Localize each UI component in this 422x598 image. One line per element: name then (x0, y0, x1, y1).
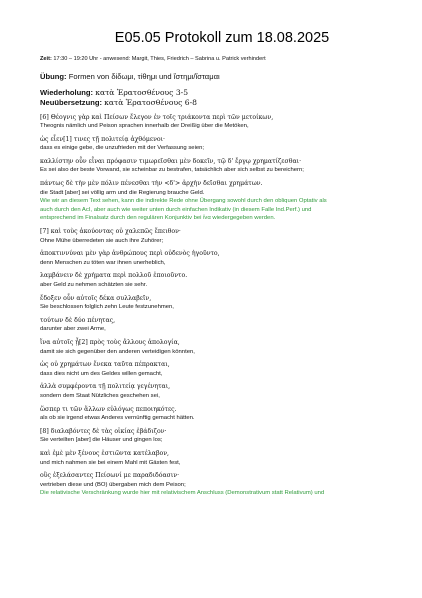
wiederholung-text: κατὰ Ἐρατοσθένους 3-5 (95, 87, 189, 97)
commentary-line: Die relativische Verschränkung wurde hier mit relativischem Anschluss (Demonstrativum statt Relativum) und (40, 490, 325, 497)
translation-block (40, 361, 404, 378)
translation-line: vertrieben diese und (BO) übergaben mich dem Peison; (40, 481, 186, 488)
translation-block (40, 383, 404, 400)
uebung-text: Formen von δίδωμι, τίθημι und ἵστημι/ἵσταμαι (68, 72, 220, 81)
translation-line: die Stadt [aber] sei völlig arm und die Regierung brauche Geld. (40, 189, 205, 196)
translation-block (40, 250, 404, 267)
greek-line: καλλίστην οὖν εἶναι πρόφασιν τιμωρεῖσθαι μὲν δοκεῖν, τῷ δ' ἔργῳ χρηματίζεσθαι· (40, 157, 302, 165)
greek-line: ἵνα αὐτοῖς ᾖ[2] πρὸς τοὺς ἄλλους ἀπολογία, (40, 338, 180, 346)
translation-line: aber Geld zu nehmen schätzten sie sehr. (40, 282, 148, 288)
translation-block (40, 406, 404, 423)
wiederholung-label: Wiederholung: (40, 87, 94, 97)
translation-line: Es sei also der beste Vorwand, sie scheinbar zu bestrafen, tatsächlich aber sich selbst zu bereichern; (40, 167, 304, 174)
translation-block (40, 136, 404, 153)
translation-block (40, 180, 404, 223)
meta-label: Zeit: (40, 56, 52, 62)
wiederholung-line (40, 88, 404, 99)
greek-line: [7] καὶ τοὺς ἀκούοντας οὐ χαλεπῶς ἔπειθον· (40, 228, 181, 236)
greek-line: λαμβάνειν δὲ χρήματα περὶ πολλοῦ ἐποιοῦντο. (40, 272, 188, 280)
greek-line: [6] Θέογνις γὰρ καὶ Πείσων ἔλεγον ἐν τοῖς τριάκοντα περὶ τῶν μετοίκων, (40, 113, 274, 121)
uebung-line (40, 72, 404, 83)
greek-line: οὓς ἐξελάσαντες Πείσωνί με παραδιδόασιν· (40, 472, 180, 480)
translation-line: und mich nahmen sie bei einem Mahl mit Gästen fest, (40, 459, 181, 466)
greek-line: ὥσπερ τι τῶν ἄλλων εὐλόγως πεποιηκότες. (40, 405, 177, 413)
translation-line: sondern dem Staat Nützliches geschehen sei, (40, 392, 160, 399)
translation-block (40, 428, 404, 445)
commentary-line: auch durch den AcI, aber auch wie weiter unten durch einfachen Indikativ (in diesem Falle Ind.Perf.) und (40, 206, 312, 213)
translation-line: Sie beschlossen folglich zehn Leute festzunehmen, (40, 304, 174, 311)
greek-line: ὡς εἶεν[1] τινες τῇ πολιτείᾳ ἀχθόμενοι· (40, 135, 165, 143)
translation-line: Theognis nämlich und Peison sprachen innerhalb der Dreißig über die Metöken, (40, 123, 249, 130)
translation-line: denn Menschen zu töten war ihnen unerheblich, (40, 259, 166, 266)
translation-block (40, 228, 404, 245)
translation-block (40, 114, 404, 131)
meta-line (40, 55, 404, 63)
translation-block (40, 272, 404, 289)
greek-line: ἀποκτιννύναι μὲν γὰρ ἀνθρώπους περὶ οὐδενὸς ἡγοῦντο, (40, 250, 220, 258)
translation-block (40, 450, 404, 467)
translation-block (40, 317, 404, 334)
commentary-line: Wie wir an diesem Text sehen, kann die indirekte Rede ohne Übergang sowohl durch den obliquen Optativ als (40, 198, 327, 205)
translation-line: dass dies nicht um des Geldes willen gemacht, (40, 370, 163, 377)
translation-blocks (40, 114, 404, 498)
greek-line: ἔδοξεν οὖν αὐτοῖς δέκα συλλαβεῖν, (40, 294, 152, 302)
neuuebersetzung-label: Neuübersetzung: (40, 98, 103, 107)
uebung-label: Übung: (40, 72, 67, 81)
translation-block (40, 472, 404, 498)
greek-line: καὶ ἐμὲ μὲν ξένους ἑστιῶντα κατέλαβον, (40, 449, 170, 457)
greek-line: τούτων δὲ δύο πένητας, (40, 316, 116, 324)
greek-line: ὡς οὐ χρημάτων ἕνεκα ταῦτα πέπρακται, (40, 361, 170, 369)
commentary-line: entsprechend im Finalsatz durch den regulären Konjunktiv bei ἵνα wiedergegeben werden. (40, 215, 276, 222)
translation-block (40, 295, 404, 312)
neuuebersetzung-text: κατὰ Ἐρατοσθένους 6-8 (104, 98, 198, 107)
greek-line: πάντως δὲ τὴν μὲν πόλιν πένεσθαι τὴν <δ'> ἀρχὴν δεῖσθαι χρημάτων. (40, 180, 263, 188)
meta-text: 17:30 – 19:20 Uhr - anwesend: Margit, Thies, Friedrich – Sabrina u. Patrick verhindert (53, 56, 266, 62)
greek-line: [8] διαλαβόντες δὲ τὰς οἰκίας ἐβάδιζον· (40, 427, 167, 435)
translation-line: damit sie sich gegenüber den anderen verteidigen könnten, (40, 348, 195, 355)
translation-line: Sie verteilten [aber] die Häuser und gingen los; (40, 437, 163, 444)
greek-line: ἀλλὰ συμφέροντα τῇ πολιτείᾳ γεγένηται, (40, 383, 171, 391)
page-title: E05.05 Protokoll zum 18.08.2025 (114, 30, 330, 46)
translation-block (40, 158, 404, 175)
translation-line: darunter aber zwei Arme, (40, 326, 106, 333)
translation-line: dass es einige gebe, die unzufrieden mit der Verfassung seien; (40, 145, 205, 152)
translation-line: als ob sie irgend etwas Anderes vernünftig gemacht hätten. (40, 415, 195, 422)
translation-line: Ohne Mühe überredeten sie auch ihre Zuhörer; (40, 237, 164, 244)
translation-block (40, 339, 404, 356)
neuuebersetzung-line (40, 98, 404, 109)
